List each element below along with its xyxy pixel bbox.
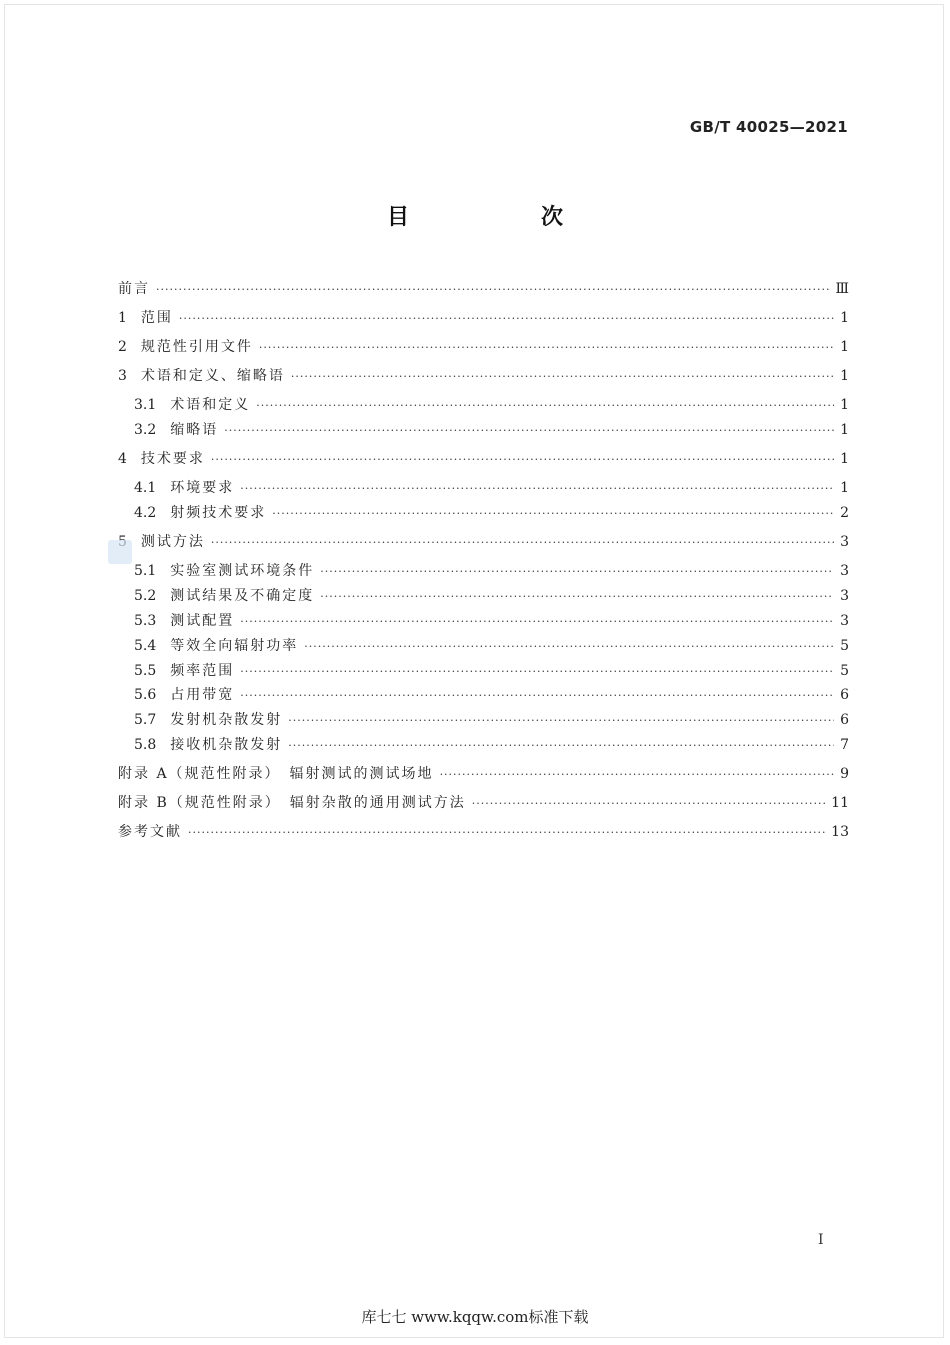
- toc-entry-page: 1: [840, 422, 849, 438]
- toc-leader-dots: [272, 504, 834, 524]
- toc-leader-dots: [179, 309, 834, 329]
- toc-entry-number: 5.7: [134, 712, 157, 728]
- toc-entry-page: 2: [840, 505, 849, 521]
- toc-leader-dots: [320, 562, 834, 582]
- toc-entry-page: 3: [840, 563, 849, 579]
- toc-leader-dots: [256, 396, 834, 416]
- toc-entry-label: 术语和定义、缩略语: [140, 368, 285, 384]
- toc-entry[interactable]: [134, 710, 849, 730]
- toc-leader-dots: [259, 338, 834, 358]
- toc-entry-label: 规范性引用文件: [140, 339, 253, 355]
- toc-entry[interactable]: [118, 449, 849, 469]
- toc-entry[interactable]: [134, 685, 849, 705]
- toc-entry[interactable]: [118, 308, 849, 328]
- toc-leader-dots: [188, 823, 825, 843]
- toc-entry-number: 3.1: [134, 397, 157, 413]
- toc-entry-label: 接收机杂散发射: [170, 737, 283, 753]
- toc-entry-label: 术语和定义: [170, 397, 251, 413]
- toc-entry[interactable]: [118, 793, 849, 813]
- toc-entry[interactable]: [134, 478, 849, 498]
- toc-entry-label: 测试方法: [140, 534, 205, 550]
- toc-leader-dots: [291, 367, 834, 387]
- footer-source: 库七七 www.kqqw.com标准下载: [361, 1308, 589, 1326]
- toc-entry-page: 1: [840, 480, 849, 496]
- toc-entry-label: 发射机杂散发射: [170, 712, 283, 728]
- toc-entry-page: 3: [840, 588, 849, 604]
- toc-entry-number: 2: [118, 339, 127, 355]
- toc-entry-label: 等效全向辐射功率: [170, 638, 299, 654]
- toc-entry-number: 5.4: [134, 638, 157, 654]
- toc-leader-dots: [211, 533, 834, 553]
- toc-entry-page: 5: [840, 663, 849, 679]
- toc-entry-number: 4.1: [134, 480, 157, 496]
- toc-entry-label: 附录 B（规范性附录） 辐射杂散的通用测试方法: [118, 795, 466, 811]
- toc-leader-dots: [240, 479, 834, 499]
- toc-entry[interactable]: [134, 636, 849, 656]
- toc-entry-page: 3: [840, 534, 849, 550]
- toc-leader-dots: [440, 765, 835, 785]
- toc-entry-number: 5.8: [134, 737, 157, 753]
- toc-entry-label: 频率范围: [170, 663, 235, 679]
- toc-entry[interactable]: [134, 611, 849, 631]
- toc-entry-label: 测试结果及不确定度: [170, 588, 315, 604]
- toc-entry[interactable]: [134, 661, 849, 681]
- toc-entry-page: 6: [840, 687, 849, 703]
- toc-entry[interactable]: [134, 735, 849, 755]
- toc-entry[interactable]: [118, 532, 849, 552]
- toc-entry-number: 3.2: [134, 422, 157, 438]
- toc-leader-dots: [320, 587, 834, 607]
- toc-entry-label: 范围: [140, 310, 173, 326]
- toc-entry-page: 6: [840, 712, 849, 728]
- toc-entry-number: 5.2: [134, 588, 157, 604]
- toc-entry[interactable]: [118, 366, 849, 386]
- toc-entry-page: 1: [840, 339, 849, 355]
- toc-entry-page: 13: [831, 824, 849, 840]
- toc-entry-number: 3: [118, 368, 127, 384]
- standard-number: GB/T 40025—2021: [689, 118, 848, 136]
- toc-entry-label: 参考文献: [118, 824, 182, 840]
- toc-entry-page: 1: [840, 310, 849, 326]
- toc-leader-dots: [211, 450, 834, 470]
- toc-entry-label: 缩略语: [170, 422, 219, 438]
- toc-entry-page: 7: [840, 737, 849, 753]
- toc-entry[interactable]: [118, 279, 849, 299]
- toc-entry-page: 3: [840, 613, 849, 629]
- toc-entry-number: 4: [118, 451, 127, 467]
- toc-title: 目 次: [386, 205, 618, 230]
- toc-entry[interactable]: [118, 337, 849, 357]
- toc-entry-label: 技术要求: [140, 451, 205, 467]
- toc-entry-label: 环境要求: [170, 480, 235, 496]
- toc-entry[interactable]: [134, 420, 849, 440]
- toc-entry-number: 5.5: [134, 663, 157, 679]
- toc-entry[interactable]: [134, 561, 849, 581]
- toc-entry-page: 5: [840, 638, 849, 654]
- toc-entry[interactable]: [118, 822, 849, 842]
- toc-entry-number: 5.6: [134, 687, 157, 703]
- toc-entry-page: 1: [840, 397, 849, 413]
- toc-leader-dots: [288, 711, 834, 731]
- toc-entry-page: 9: [840, 766, 849, 782]
- toc-leader-dots: [240, 662, 834, 682]
- page-number: I: [818, 1232, 824, 1248]
- toc-leader-dots: [472, 794, 825, 814]
- watermark-stamp-icon: [108, 540, 132, 564]
- toc-leader-dots: [304, 637, 834, 657]
- toc-entry-number: 4.2: [134, 505, 157, 521]
- toc-entry-label: 实验室测试环境条件: [170, 563, 315, 579]
- toc-entry-page: 1: [840, 368, 849, 384]
- toc-entry-label: 前言: [118, 281, 150, 297]
- toc-entry-page: 1: [840, 451, 849, 467]
- toc-leader-dots: [288, 736, 834, 756]
- toc-entry[interactable]: [134, 395, 849, 415]
- toc-entry-page: Ⅲ: [835, 281, 849, 297]
- toc-leader-dots: [240, 686, 834, 706]
- toc-entry-label: 占用带宽: [170, 687, 235, 703]
- toc-entry[interactable]: [134, 503, 849, 523]
- toc-leader-dots: [240, 612, 834, 632]
- toc-entry[interactable]: [118, 764, 849, 784]
- toc-entry-number: 5.3: [134, 613, 157, 629]
- toc-entry-label: 测试配置: [170, 613, 235, 629]
- toc-entry-page: 11: [831, 795, 849, 811]
- toc-leader-dots: [224, 421, 834, 441]
- toc-entry-number: 5.1: [134, 563, 157, 579]
- toc-leader-dots: [156, 280, 829, 300]
- toc-entry[interactable]: [134, 586, 849, 606]
- toc-entry-label: 射频技术要求: [170, 505, 267, 521]
- toc-entry-number: 1: [118, 310, 127, 326]
- toc-entry-label: 附录 A（规范性附录） 辐射测试的测试场地: [118, 766, 434, 782]
